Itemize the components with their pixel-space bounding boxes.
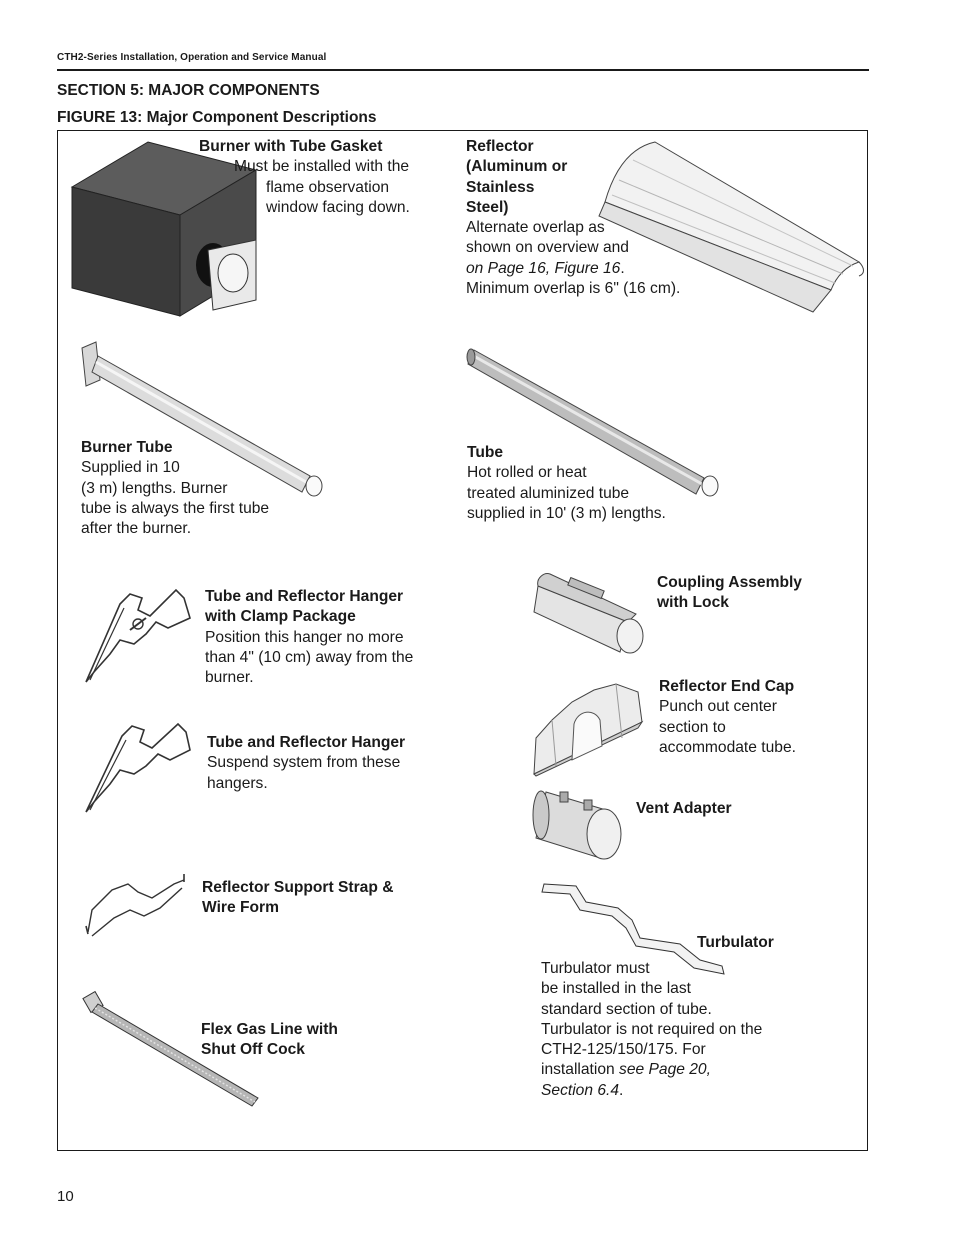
turbulator-desc-line: [541, 1081, 831, 1101]
reflector-desc-line: shown on overview and: [466, 239, 629, 257]
flex-gas-title: Shut Off Cock: [201, 1041, 305, 1059]
end-cap-caption: [659, 677, 849, 758]
tube-caption: [467, 443, 707, 524]
section-title: SECTION 5: MAJOR COMPONENTS: [57, 82, 320, 99]
turbulator-desc-line: [541, 1060, 831, 1080]
vent-adapter-icon: [532, 786, 628, 862]
reflector-page-ref-end: .: [620, 259, 625, 277]
turbulator-install-text: installation: [541, 1061, 620, 1079]
burner-desc-line: flame observation: [266, 178, 390, 196]
coupling-title: Coupling Assembly: [657, 574, 802, 591]
burner-caption: [199, 137, 439, 218]
hanger-clamp-title: Tube and Reflector Hanger: [205, 588, 404, 605]
figure-title: FIGURE 13: Major Component Descriptions: [57, 109, 377, 126]
hanger-clamp-caption: [205, 587, 445, 688]
burner-tube-desc-line: after the burner.: [81, 520, 192, 538]
end-cap-title: Reflector End Cap: [659, 678, 795, 695]
tube-desc-line: supplied in 10' (3 m) lengths.: [467, 504, 666, 522]
vent-adapter-title: Vent Adapter: [636, 800, 732, 817]
reflector-title: Reflector: [466, 138, 534, 155]
hanger-desc-line: Suspend system from these: [207, 754, 401, 772]
burner-tube-desc-line: (3 m) lengths. Burner: [81, 479, 228, 497]
turbulator-desc-line: be installed in the last: [541, 980, 691, 998]
tube-desc-line: treated aluminized tube: [467, 484, 630, 502]
burner-title: Burner with Tube Gasket: [199, 138, 383, 155]
flex-gas-caption: [201, 1020, 441, 1061]
turbulator-caption: [541, 959, 831, 1101]
end-cap-desc-line: accommodate tube.: [659, 738, 796, 756]
coupling-title: with Lock: [657, 594, 729, 612]
turbulator-title-caption: [697, 933, 837, 953]
turbulator-title: Turbulator: [697, 934, 774, 951]
coupling-icon: [532, 570, 652, 656]
reflector-title: (Aluminum or: [466, 158, 568, 176]
turbulator-page-ref: see Page 20,: [619, 1061, 711, 1079]
hanger-clamp-desc-line: Position this hanger no more: [205, 628, 404, 646]
flex-gas-title: Flex Gas Line with: [201, 1021, 338, 1038]
hanger-desc-line: hangers.: [207, 774, 268, 792]
turbulator-desc-line: Turbulator must: [541, 960, 650, 977]
burner-tube-title: Burner Tube: [81, 439, 173, 456]
header-rule: [57, 69, 869, 71]
end-cap-desc-line: Punch out center: [659, 698, 777, 716]
turbulator-desc-line: standard section of tube.: [541, 1000, 712, 1018]
vent-adapter-caption: [636, 799, 826, 819]
hanger-clamp-desc-line: burner.: [205, 669, 254, 687]
turbulator-desc-line: Turbulator is not required on the: [541, 1020, 763, 1038]
reflector-page-ref: on Page 16, Figure 16: [466, 259, 621, 277]
turbulator-section-ref-end: .: [619, 1081, 624, 1099]
end-cap-desc-line: section to: [659, 718, 726, 736]
end-cap-icon: [530, 680, 645, 778]
page-number: 10: [57, 1188, 74, 1205]
coupling-caption: [657, 573, 847, 614]
reflector-desc-line: Minimum overlap is 6" (16 cm).: [466, 280, 681, 298]
reflector-title: Stainless: [466, 178, 535, 196]
burner-tube-desc-line: Supplied in 10: [81, 459, 180, 477]
hanger-clamp-icon: [80, 584, 195, 686]
hanger-caption: [207, 733, 447, 794]
hanger-clamp-title: with Clamp Package: [205, 608, 356, 626]
burner-tube-desc-line: tube is always the first tube: [81, 499, 270, 517]
reflector-caption: [466, 137, 726, 299]
support-strap-title: Wire Form: [202, 899, 279, 917]
tube-title: Tube: [467, 444, 504, 461]
burner-desc-line: Must be installed with the: [234, 158, 410, 176]
hanger-title: Tube and Reflector Hanger: [207, 734, 406, 751]
reflector-desc-line: [466, 259, 726, 279]
turbulator-desc-line: CTH2-125/150/175. For: [541, 1041, 706, 1059]
hanger-clamp-desc-line: than 4" (10 cm) away from the: [205, 648, 414, 666]
running-header: CTH2-Series Installation, Operation and Service Manual: [57, 52, 327, 63]
support-strap-title: Reflector Support Strap &: [202, 879, 394, 896]
burner-tube-caption: [81, 438, 321, 539]
burner-desc-line: window facing down.: [266, 198, 410, 216]
turbulator-section-ref: Section 6.4: [541, 1081, 620, 1099]
support-strap-caption: [202, 878, 442, 919]
hanger-icon: [80, 718, 195, 816]
reflector-desc-line: Alternate overlap as: [466, 219, 605, 237]
tube-desc-line: Hot rolled or heat: [467, 464, 587, 482]
reflector-title: Steel): [466, 198, 509, 216]
support-strap-icon: [82, 870, 192, 942]
